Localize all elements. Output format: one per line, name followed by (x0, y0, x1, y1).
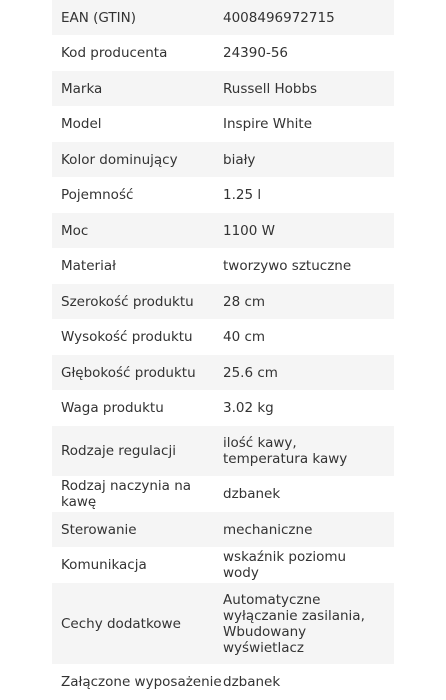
spec-value: 28 cm (223, 293, 266, 310)
spec-label: Materiał (61, 258, 116, 274)
spec-label: Pojemność (61, 187, 134, 203)
spec-value: 1.25 l (223, 187, 262, 203)
spec-row (52, 213, 394, 248)
spec-row (52, 476, 394, 512)
spec-value: 1100 W (223, 222, 275, 239)
spec-label: Kolor dominujący (61, 151, 178, 168)
spec-value: 3.02 kg (223, 400, 274, 416)
spec-value: tworzywo sztuczne (223, 258, 352, 274)
spec-row (52, 142, 394, 177)
spec-label: Sterowanie (61, 521, 137, 538)
spec-row (52, 512, 394, 547)
spec-row (52, 664, 394, 700)
spec-label: Komunikacja (61, 557, 147, 573)
spec-label: Rodzaj naczynia na kawę (61, 478, 192, 510)
spec-row (52, 547, 394, 583)
spec-label: Waga produktu (61, 400, 164, 416)
spec-value: 40 cm (223, 329, 266, 345)
spec-value: dzbanek (223, 674, 281, 690)
spec-label: Kod producenta (61, 45, 168, 61)
spec-value: Inspire White (223, 116, 312, 132)
spec-label: Wysokość produktu (61, 329, 193, 345)
spec-row (52, 355, 394, 390)
spec-value: mechaniczne (223, 521, 313, 538)
spec-row (52, 177, 394, 213)
spec-label: Marka (61, 80, 103, 97)
spec-label: Szerokość produktu (61, 293, 194, 310)
spec-row (52, 71, 394, 106)
spec-value: dzbanek (223, 486, 281, 502)
spec-table (52, 0, 394, 700)
spec-label: Głębokość produktu (61, 364, 196, 381)
spec-value: 25.6 cm (223, 364, 278, 381)
spec-row (52, 426, 394, 476)
spec-label: Model (61, 116, 102, 132)
spec-value: 24390-56 (223, 45, 288, 61)
spec-label: EAN (GTIN) (61, 9, 136, 26)
spec-value: ilość kawy, temperatura kawy (223, 435, 348, 467)
spec-label: Moc (61, 222, 89, 239)
spec-label: Rodzaje regulacji (61, 443, 176, 459)
spec-label: Cechy dodatkowe (61, 615, 181, 632)
spec-row (52, 284, 394, 319)
spec-row (52, 583, 394, 664)
spec-row (52, 0, 394, 35)
spec-row (52, 319, 394, 355)
spec-value: wskaźnik poziomu wody (223, 549, 347, 581)
spec-row (52, 106, 394, 142)
spec-row (52, 390, 394, 426)
spec-value: 4008496972715 (223, 9, 335, 26)
spec-value: biały (223, 151, 256, 168)
spec-row (52, 35, 394, 71)
spec-label: Załączone wyposażenie (61, 674, 222, 690)
spec-value: Russell Hobbs (223, 80, 318, 97)
spec-value: Automatyczne wyłączanie zasilania, Wbudowany wyświetlacz (223, 591, 365, 656)
spec-row (52, 248, 394, 284)
